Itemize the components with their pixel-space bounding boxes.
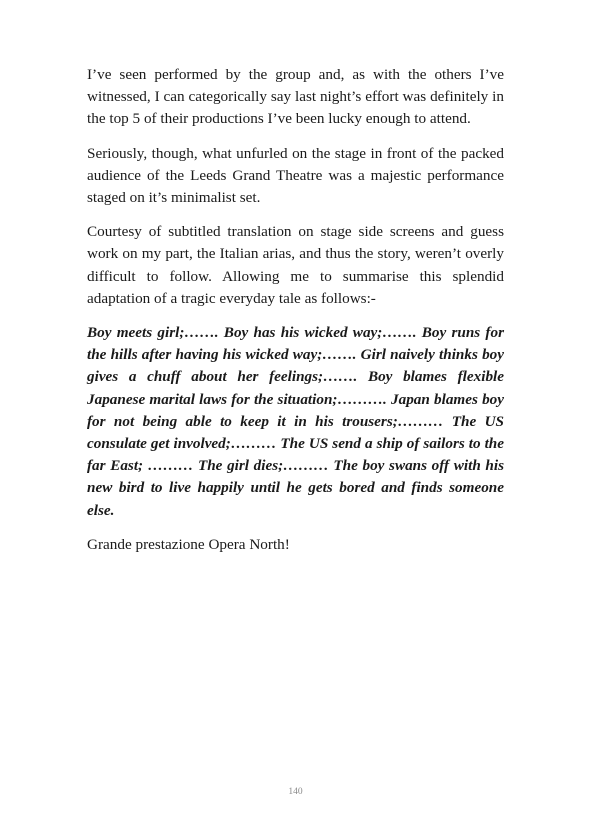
paragraph-performance: Seriously, though, what unfurled on the stage in front of the packed audience of the Leeds Grand Theatre was a majestic performance staged on it’s minimalist set. bbox=[87, 144, 504, 207]
paragraph-intro: I’ve seen performed by the group and, as with the others I’ve witnessed, I can categorically say last night’s effort was definitely in the top 5 of their productions I’ve been lucky enough to attend. bbox=[87, 66, 504, 128]
paragraph-summary: Boy meets girl;……. Boy has his wicked way;……. Boy runs for the hills after having his wicked way;……. Girl naively thinks boy gives a chuff about her feelings;……. Boy blames flexible Japanese marital laws for the situation;………. Japan blames boy for not being able to keep it in his trousers;……… The US consulate get involved;……… The US send a ship of sailors to the far East; ……… The girl dies;……… The boy swans off with his new bird to live happily until he gets bored and finds someone else. bbox=[87, 324, 504, 519]
body-text bbox=[87, 64, 504, 568]
paragraph-closing: Grande prestazione Opera North! bbox=[87, 535, 290, 553]
paragraph-translation: Courtesy of subtitled translation on stage side screens and guess work on my part, the Italian arias, and thus the story, weren’t overly difficult to follow. Allowing me to summarise this splendid adaptation of a tragic everyday tale as follows:- bbox=[87, 223, 504, 307]
page-number: 140 bbox=[288, 787, 303, 797]
